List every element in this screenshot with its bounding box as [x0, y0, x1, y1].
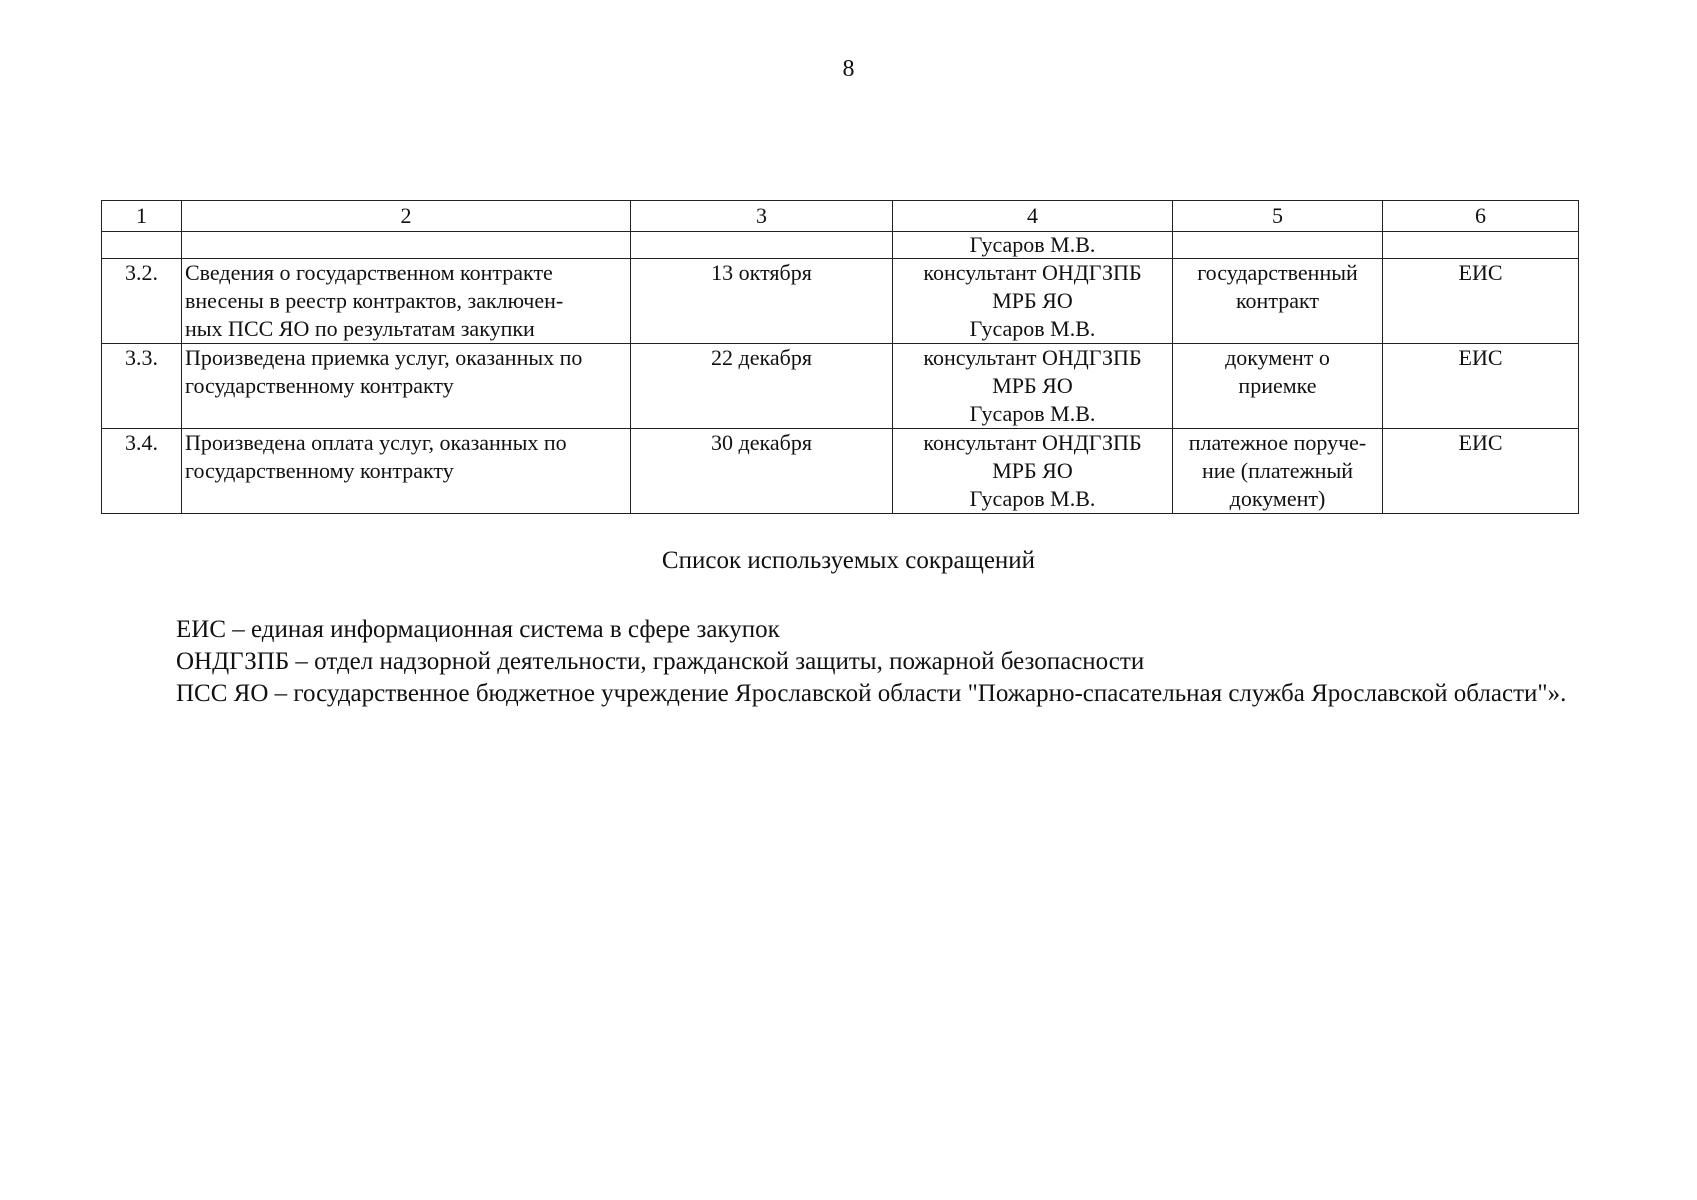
- date-cell: 22 декабря: [631, 344, 893, 429]
- description-line: государственному контракту: [185, 373, 454, 398]
- item-number: 3.3.: [102, 344, 182, 429]
- date-cell: 30 декабря: [631, 429, 893, 514]
- description-line: Произведена приемка услуг, оказанных по: [185, 345, 583, 370]
- source-cell: ЕИС: [1383, 429, 1579, 514]
- column-header: 5: [1173, 201, 1383, 232]
- item-number: 3.4.: [102, 429, 182, 514]
- description-line: Сведения о государственном контракте: [185, 260, 553, 285]
- source-cell: ЕИС: [1383, 259, 1579, 344]
- empty-cell: [1173, 232, 1383, 259]
- description-cell: [182, 429, 631, 514]
- responsible-cell: [893, 344, 1173, 429]
- item-number: 3.2.: [102, 259, 182, 344]
- responsible-line: Гусаров М.В.: [969, 401, 1096, 426]
- responsible-cell: [893, 259, 1173, 344]
- empty-cell: [1383, 232, 1579, 259]
- abbreviations-title: Список используемых сокращений: [661, 547, 1036, 574]
- document-line: документ): [1229, 486, 1326, 511]
- date-cell: 13 октября: [631, 259, 893, 344]
- document-line: контракт: [1235, 288, 1319, 313]
- table-header-row: [102, 201, 1579, 232]
- document-cell: [1173, 344, 1383, 429]
- column-header: 1: [102, 201, 182, 232]
- document-cell: [1173, 259, 1383, 344]
- abbreviation-item: ПСС ЯО – государственное бюджетное учреждение Ярославской области "Пожарно-спасательная служба Ярославской области"».: [176, 680, 1567, 707]
- table-row: [102, 344, 1579, 429]
- document-line: ние (платежный: [1202, 458, 1353, 483]
- continuation-row: [102, 232, 1579, 259]
- description-line: внесены в реестр контрактов, заключен-: [185, 288, 564, 313]
- document-line: приемке: [1238, 373, 1317, 398]
- empty-cell: [182, 232, 631, 259]
- plan-table: [101, 200, 1579, 514]
- empty-cell: [102, 232, 182, 259]
- empty-cell: [631, 232, 893, 259]
- responsible-line: консультант ОНДГЗПБ: [923, 260, 1142, 285]
- description-cell: [182, 259, 631, 344]
- responsible-line: МРБ ЯО: [992, 373, 1073, 398]
- responsible-line: консультант ОНДГЗПБ: [923, 430, 1142, 455]
- document-line: документ о: [1225, 345, 1330, 370]
- responsible-line: Гусаров М.В.: [969, 486, 1096, 511]
- responsible-line: консультант ОНДГЗПБ: [923, 345, 1142, 370]
- column-header: 4: [893, 201, 1173, 232]
- column-header: 2: [182, 201, 631, 232]
- responsible-line: МРБ ЯО: [992, 458, 1073, 483]
- responsible-cell: Гусаров М.В.: [893, 232, 1173, 259]
- abbreviation-item: ОНДГЗПБ – отдел надзорной деятельности, гражданской защиты, пожарной безопасности: [176, 648, 1145, 675]
- abbreviation-item: ЕИС – единая информационная система в сфере закупок: [176, 616, 780, 643]
- column-header: 6: [1383, 201, 1579, 232]
- responsible-line: МРБ ЯО: [992, 288, 1073, 313]
- table-row: [102, 259, 1579, 344]
- document-line: платежное поруче-: [1188, 430, 1367, 455]
- description-line: государственному контракту: [185, 458, 454, 483]
- description-cell: [182, 344, 631, 429]
- source-cell: ЕИС: [1383, 344, 1579, 429]
- description-line: ных ПСС ЯО по результатам закупки: [185, 316, 535, 341]
- document-line: государственный: [1197, 260, 1358, 285]
- responsible-line: Гусаров М.В.: [969, 316, 1096, 341]
- page-number: 8: [842, 56, 855, 82]
- responsible-cell: [893, 429, 1173, 514]
- document-cell: [1173, 429, 1383, 514]
- column-header: 3: [631, 201, 893, 232]
- description-line: Произведена оплата услуг, оказанных по: [185, 430, 567, 455]
- table-row: [102, 429, 1579, 514]
